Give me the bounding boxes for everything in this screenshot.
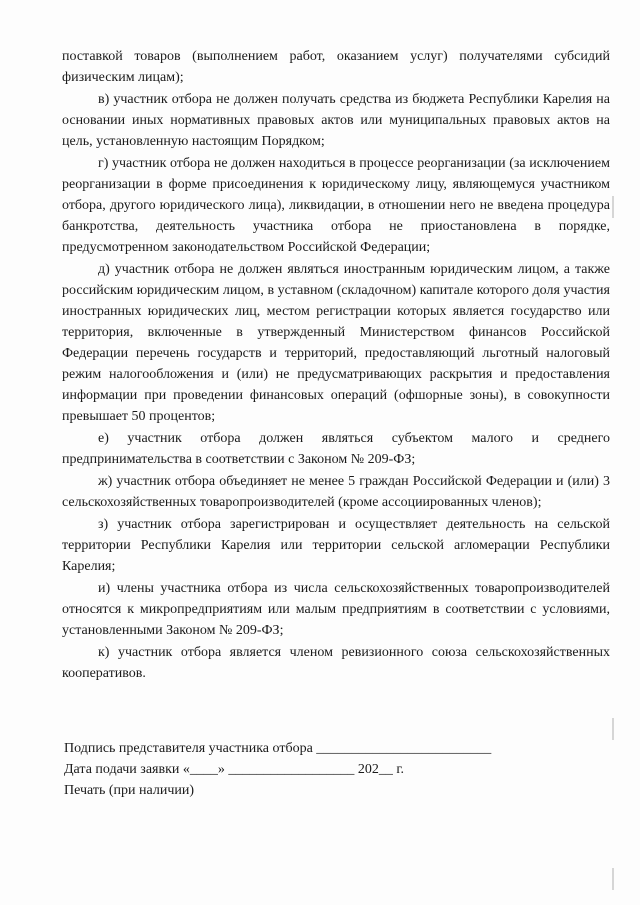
scan-artifact [612,718,614,740]
signature-block [64,738,491,801]
signature-line: Подпись представителя участника отбора _________________________ [64,741,492,756]
list-item-i: и) члены участника отбора из числа сельскохозяйственных товаропроизводителей относятся к микропредприятиям или малым предприятиям в соответствии с условиями, установленными Законом № 209-ФЗ; [62,581,610,638]
list-item-zh: ж) участник отбора объединяет не менее 5 граждан Российской Федерации и (или) 3 сельскохозяйственных товаропроизводителей (кроме ассоциированных членов); [62,474,610,510]
stamp-line: Печать (при наличии) [64,783,195,798]
list-item-d: д) участник отбора не должен являться иностранным юридическим лицом, а также российским юридическим лицом, в уставном (складочном) капитале которого доля участия иностранных юридических лиц, местом регистрации которых является государство или территория, включенные в утвержденный Министерством финансов Российской Федерации перечень государств и территорий, предоставляющий льготный налоговый режим налогообложения и (или) не предусматривающих раскрытия и предоставления информации при проведении финансовых операций (офшорные зоны), в совокупности превышает 50 процентов; [62,262,610,424]
list-item-k: к) участник отбора является членом ревизионного союза сельскохозяйственных кооперативов. [62,645,610,681]
scan-artifact [612,868,614,890]
document-body [62,46,610,684]
submission-date-line: Дата подачи заявки «____» __________________ 202__ г. [64,762,405,777]
list-item-v: в) участник отбора не должен получать средства из бюджета Республики Карелия на основании иных нормативных правовых актов или муниципальных правовых актов на цель, установленную настоящим Порядком; [62,92,610,149]
list-item-g: г) участник отбора не должен находиться в процессе реорганизации (за исключением реорганизации в форме присоединения к юридическому лицу, являющемуся участником отбора, другого юридического лица), ликвидации, в отношении него не введена процедура банкротства, деятельность участника отбора не приостановлена в порядке, предусмотренном законодательством Российской Федерации; [62,156,610,255]
continuation-paragraph: поставкой товаров (выполнением работ, оказанием услуг) получателями субсидий физическим лицам); [62,49,610,85]
list-item-z: з) участник отбора зарегистрирован и осуществляет деятельность на сельской территории Республики Карелия или территории сельской агломерации Республики Карелия; [62,517,610,574]
scan-artifact [612,196,614,218]
list-item-e: е) участник отбора должен являться субъектом малого и среднего предпринимательства в соответствии с Законом № 209-ФЗ; [62,431,610,467]
